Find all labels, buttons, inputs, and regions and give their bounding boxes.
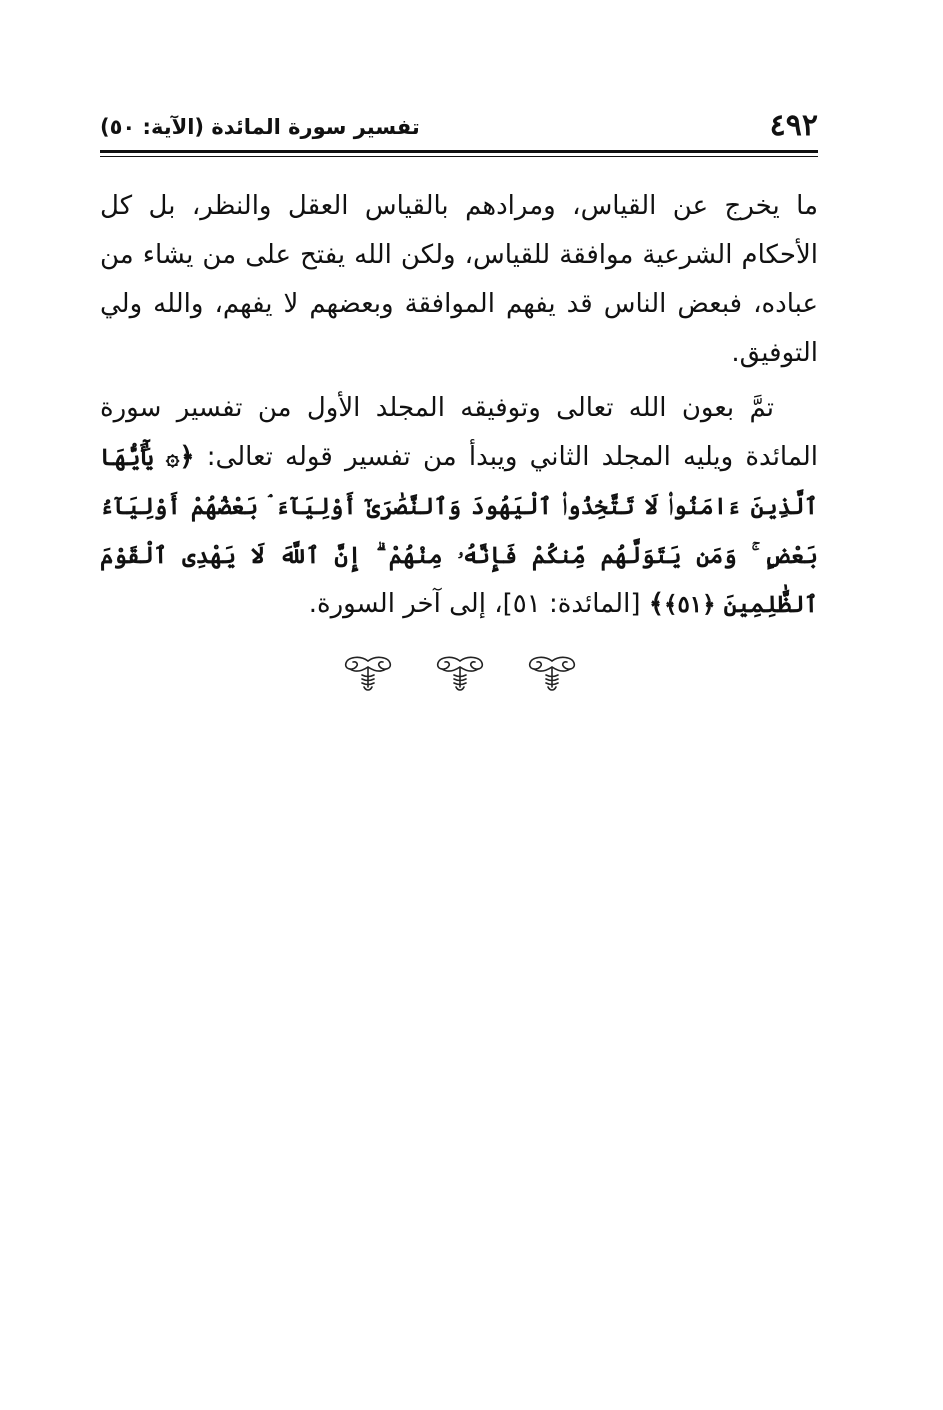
paragraph-2 xyxy=(100,384,818,629)
fleuron-icon xyxy=(340,653,396,693)
page-number: ٤٩٢ xyxy=(769,108,818,143)
section-end-ornaments xyxy=(340,650,580,696)
header-rule-thin xyxy=(100,156,818,157)
header-rule-thick xyxy=(100,150,818,153)
fleuron-icon xyxy=(524,653,580,693)
quran-verse: ۞ يَٰٓأَيُّهَا ٱلَّذِينَ ءَامَنُوا۟ لَا تَتَّخِذُوا۟ ٱلْيَهُودَ وَٱلنَّصَٰرَىٰٓ أَوْلِيَآءَ ۘ بَعْضُهُمْ أَوْلِيَآءُ بَعْضٍ ۚ وَمَن يَتَوَلَّهُم مِّنكُمْ فَإِنَّهُۥ مِنْهُمْ ۗ إِنَّ ٱللَّهَ لَا يَهْدِى ٱلْقَوْمَ ٱلظَّٰلِمِينَ ﴿٥١﴾ xyxy=(100,444,818,618)
fleuron-icon xyxy=(432,653,488,693)
quote-close-bracket: ﴾ xyxy=(648,589,664,619)
page-header xyxy=(100,108,818,148)
body-text xyxy=(100,182,818,629)
paragraph-2-end: إلى آخر السورة. xyxy=(308,589,486,619)
quote-open-bracket: ﴿ xyxy=(179,442,195,472)
paragraph-1: ما يخرج عن القياس، ومرادهم بالقياس العقل والنظر، بل كل الأحكام الشرعية موافقة للقياس، ولكن الله يفتح على من يشاء من عباده، فبعض الناس قد يفهم الموافقة وبعضهم لا يفهم، والله ولي التوفيق. xyxy=(100,191,818,368)
paragraph-2-intro: تمَّ بعون الله تعالى وتوفيقه المجلد الأول من تفسير سورة المائدة ويليه المجلد الثاني ويبدأ من تفسير قوله تعالى: xyxy=(100,393,819,472)
running-title: تفسير سورة المائدة (الآية: ٥٠) xyxy=(100,115,420,139)
verse-citation: [المائدة: ٥١]، xyxy=(494,589,641,619)
